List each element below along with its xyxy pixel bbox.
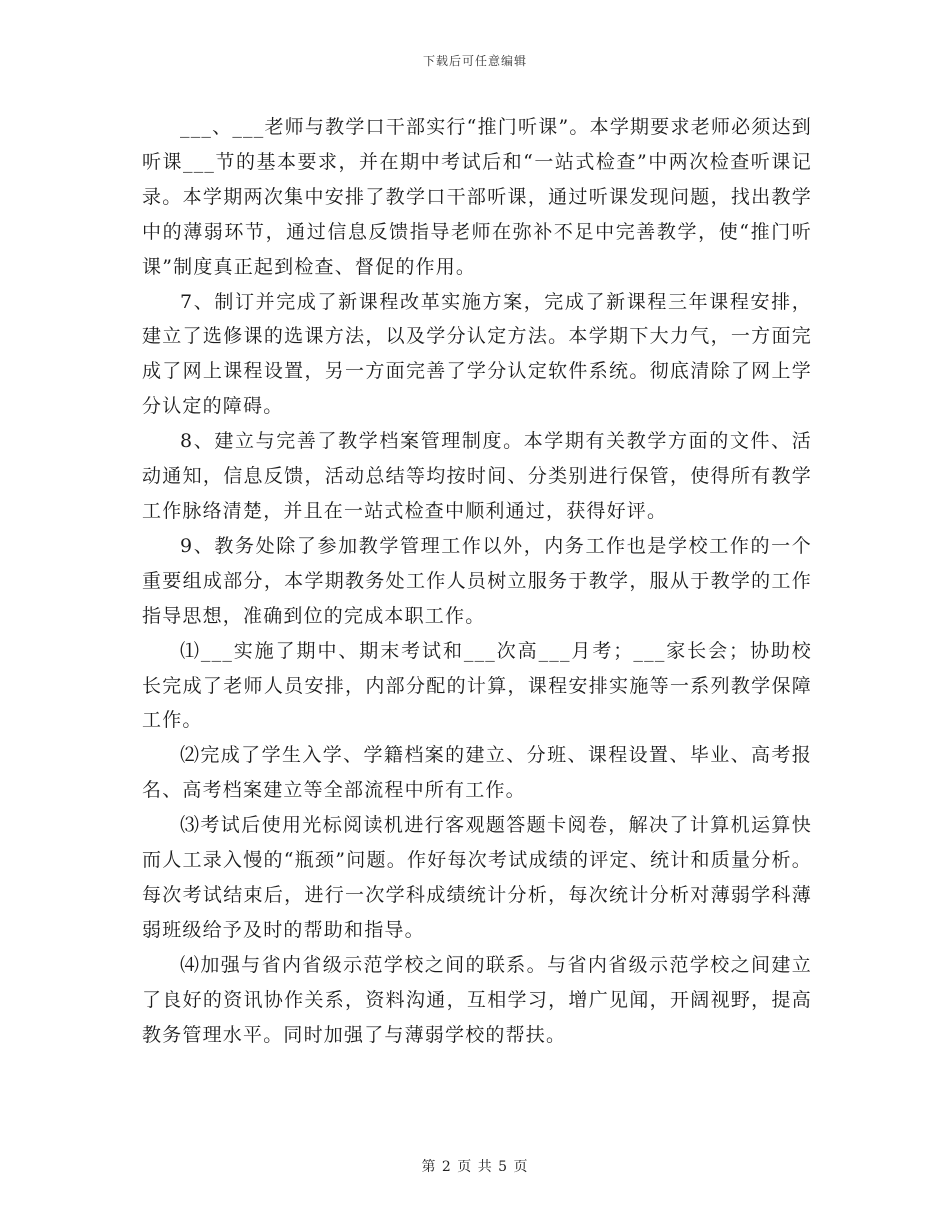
paragraph-item-9: 9、教务处除了参加教学管理工作以外，内务工作也是学校工作的一个重要组成部分，本学期教务处工作人员树立服务于教学，服从于教学的工作指导思想，准确到位的完成本职工作。 — [142, 534, 812, 627]
paragraph-sub-4: ⑷加强与省内省级示范学校之间的联系。与省内省级示范学校之间建立了良好的资讯协作关系，资料沟通，互相学习，增广见闻，开阔视野，提高教务管理水平。同时加强了与薄弱学校的帮扶。 — [142, 953, 812, 1046]
paragraph-item-8: 8、建立与完善了教学档案管理制度。本学期有关教学方面的文件、活动通知，信息反馈，活动总结等均按时间、分类别进行保管，使得所有教学工作脉络清楚，并且在一站式检查中顺利通过，获得好评。 — [142, 430, 812, 522]
paragraph-listening-class: ___、___老师与教学口干部实行“推门听课”。本学期要求老师必须达到听课___节的基本要求，并在期中考试后和“一站式检查”中两次检查听课记录。本学期两次集中安排了教学口干部听课，通过听课发现问题，找出教学中的薄弱环节，通过信息反馈指导老师在弥补不足中完善教学，使“推门听课”制度真正起到检查、督促的作用。 — [142, 116, 812, 278]
paragraph-sub-1: ⑴___实施了期中、期末考试和___次高___月考；___家长会；协助校长完成了老师人员安排，内部分配的计算，课程安排实施等一系列教学保障工作。 — [142, 639, 812, 732]
paragraph-item-7: 7、制订并完成了新课程改革实施方案，完成了新课程三年课程安排，建立了选修课的选课方法，以及学分认定方法。本学期下大力气，一方面完成了网上课程设置，另一方面完善了学分认定软件系统。彻底清除了网上学分认定的障碍。 — [142, 290, 812, 418]
page-footer: 第 2 页 共 5 页 — [421, 1159, 529, 1175]
paragraph-sub-3: ⑶考试后使用光标阅读机进行客观题答题卡阅卷，解决了计算机运算快而人工录入慢的“瓶颈”问题。作好每次考试成绩的评定、统计和质量分析。每次考试结束后，进行一次学科成绩统计分析，每次统计分析对薄弱学科薄弱班级给予及时的帮助和指导。 — [142, 814, 812, 941]
document-body — [142, 110, 812, 1052]
paragraph-sub-2: ⑵完成了学生入学、学籍档案的建立、分班、课程设置、毕业、高考报名、高考档案建立等全部流程中所有工作。 — [142, 744, 812, 802]
page-header: 下载后可任意编辑 — [422, 54, 527, 68]
